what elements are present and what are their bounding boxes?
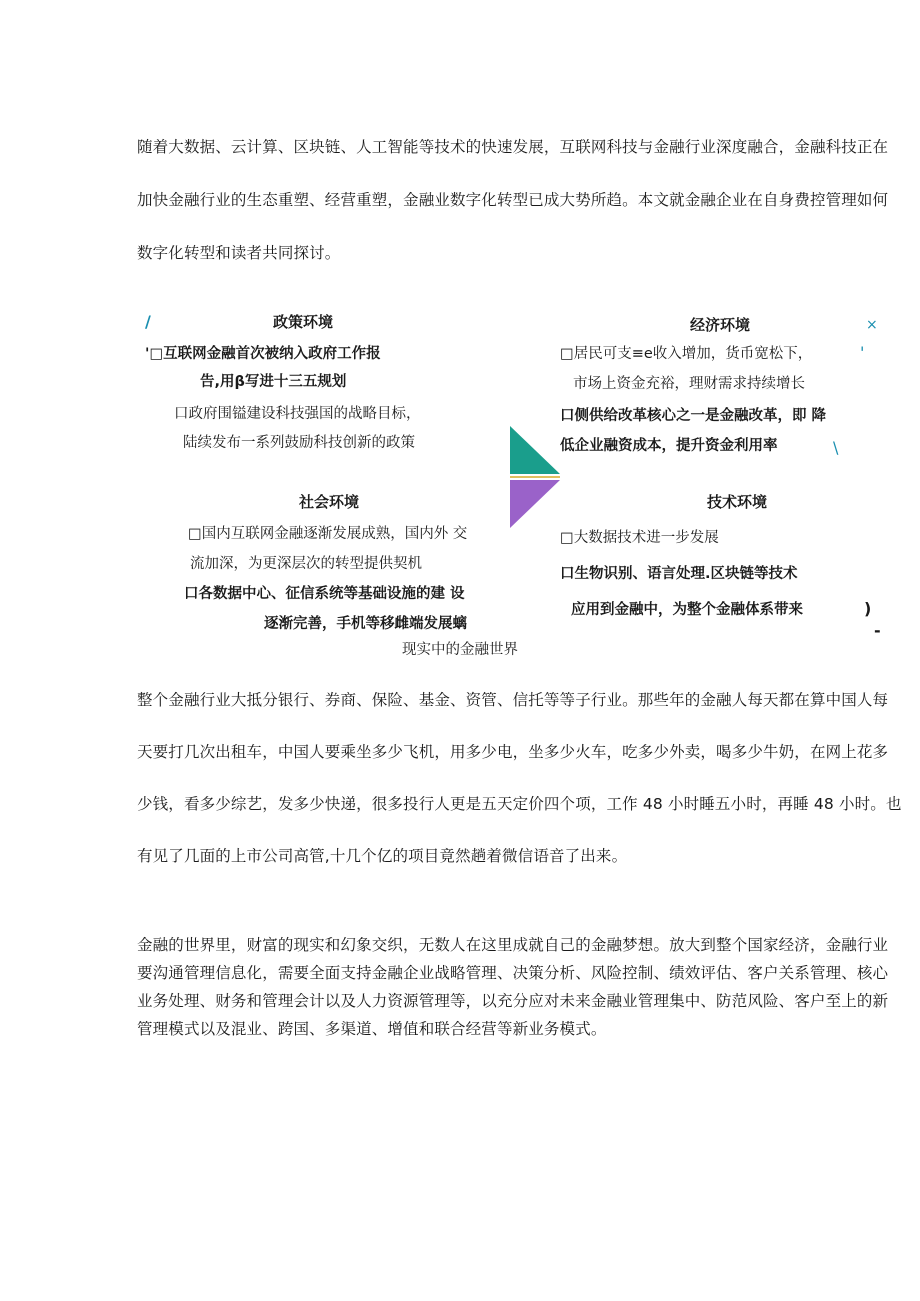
intro-paragraph	[137, 121, 889, 280]
body-paragraph-3	[137, 931, 889, 1043]
body-paragraph-2	[137, 674, 902, 882]
body3-line: 要沟通管理信息化，需要全面支持金融企业战略管理、决策分析、风险控制、绩效评估、客户关系管理、核心	[137, 964, 889, 982]
body3-line: 业务处理、财务和管理会计以及人力资源管理等，以充分应对未来金融业管理集中、防范风险、客户至上的新	[137, 992, 889, 1010]
intro-line: 数字化转型和读者共同探讨。	[137, 244, 341, 262]
intro-line: 加快金融行业的生态重塑、经营重塑，金融业数字化转型已成大势所趋。本文就金融企业在自身费控管理如何	[137, 191, 889, 209]
policy-line-2: 告,用β写进十三五规划	[200, 374, 347, 390]
dot-mark: -	[874, 621, 881, 640]
economy-line-1: □居民可支≡e收入增加，货币宽松下，	[560, 346, 813, 362]
economy-line-4: 低企业融资成本，提升资金利用率	[560, 438, 778, 454]
policy-line-1: '□互联网金融首次被纳入政府工作报	[145, 346, 381, 362]
society-line-2: 流加深，为更深层次的转型提供契机	[190, 556, 422, 572]
society-line-3: 口各数据中心、征信系统等基础设施的建 设	[184, 586, 465, 602]
purple-triangle	[510, 480, 560, 528]
teal-triangle	[510, 426, 560, 474]
tech-line-3: 应用到金融中，为整个金融体系带来	[571, 602, 803, 618]
body3-line: 金融的世界里，财富的现实和幻象交织，无数人在这里成就自己的金融梦想。放大到整个国家经济，金融行业	[137, 936, 889, 954]
society-title: 社会环境	[299, 493, 360, 511]
cross-mark: ×	[866, 317, 878, 333]
slash-mark: /	[145, 312, 151, 331]
body2-line: 整个金融行业大抵分银行、券商、保险、基金、资管、信托等等子行业。那些年的金融人每天都在算中国人每	[137, 691, 889, 709]
tech-line-1: □大数据技术进一步发展	[560, 530, 719, 546]
figure-caption: 现实中的金融世界	[402, 642, 518, 658]
tech-title: 技术环境	[707, 493, 768, 511]
body2-line: 天要打几次出租车，中国人要乘坐多少飞机，用多少电，坐多少火车，吃多少外卖，喝多少牛奶，在网上花多	[137, 743, 889, 761]
society-line-1: □国内互联网金融逐渐发展成熟，国内外 交	[188, 526, 468, 542]
economy-line-2: 市场上资金充裕，理财需求持续增长	[573, 376, 805, 392]
backslash-mark: \	[833, 438, 839, 457]
policy-line-3: 口政府围镒建设科技强国的战略目标，	[174, 406, 421, 422]
body2-line: 少钱，看多少综艺，发多少快递，很多投行人更是五天定价四个项，工作 48 小时睡五小时，再睡 48 小时。也	[137, 795, 902, 813]
economy-title: 经济环境	[690, 316, 751, 334]
policy-title: 政策环境	[273, 313, 334, 331]
economy-line-3: 口侧供给改革核心之一是金融改革，即 降	[560, 408, 827, 424]
intro-line: 随着大数据、云计算、区块链、人工智能等技术的快速发展，互联网科技与金融行业深度融合，金融科技正在	[137, 138, 889, 156]
body2-line: 有见了几面的上市公司高管,十几个亿的项目竟然趟着微信语音了出来。	[137, 847, 628, 865]
body3-line: 管理模式以及混业、跨国、多渠道、增值和联合经营等新业务模式。	[137, 1020, 607, 1038]
tick-mark: '	[860, 343, 865, 362]
paren-mark: )	[864, 599, 872, 618]
tech-line-2: 口生物识别、语言处理.区块链等技术	[560, 566, 798, 582]
center-arrows-graphic	[508, 426, 564, 530]
society-line-4: 逐渐完善，手机等移雌端发展螭	[264, 616, 467, 632]
policy-line-4: 陆续发布一系列鼓励科技创新的政策	[183, 435, 415, 451]
